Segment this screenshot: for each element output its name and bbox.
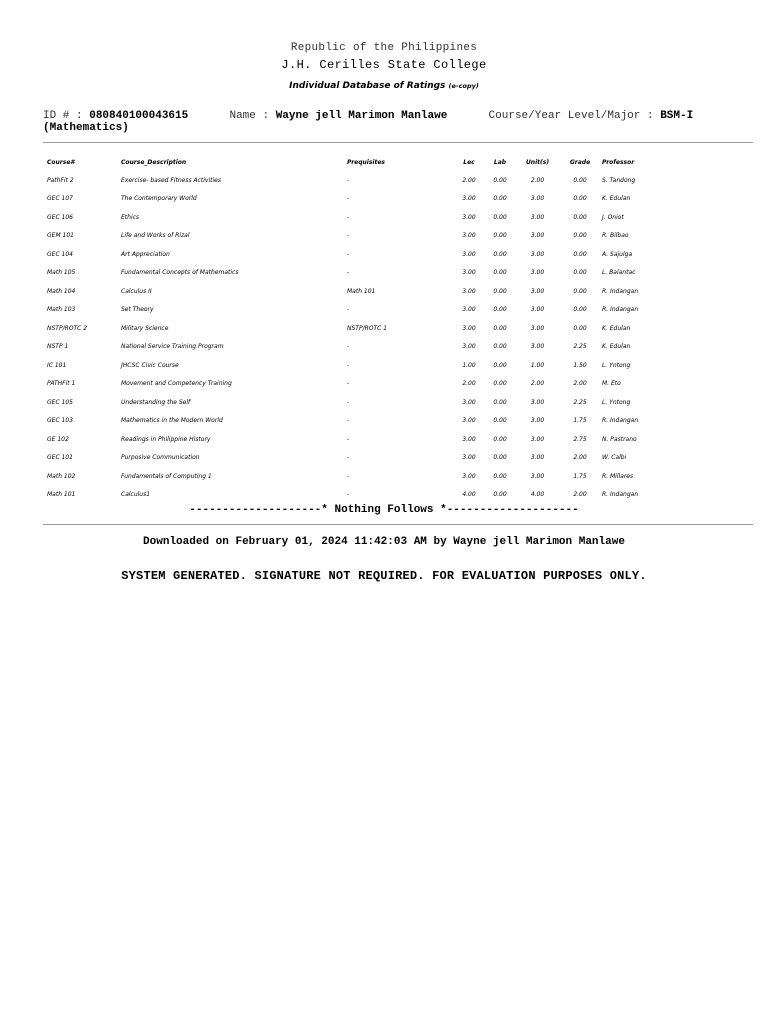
table-cell: Calculus II bbox=[121, 287, 152, 295]
column-header: Lab bbox=[493, 158, 507, 166]
table-cell: A. Sajulga bbox=[602, 250, 633, 258]
table-cell: - bbox=[347, 213, 350, 221]
table-cell: NSTP/ROTC 1 bbox=[347, 324, 388, 332]
table-cell: 3.00 bbox=[530, 287, 545, 295]
table-cell: - bbox=[347, 491, 350, 499]
table-cell: Movement and Competency Training bbox=[121, 380, 232, 388]
table-cell: 2.00 bbox=[530, 176, 545, 184]
table-cell: 3.00 bbox=[462, 306, 476, 314]
table-cell: 2.00 bbox=[462, 176, 476, 184]
table-cell: Math 101 bbox=[47, 491, 76, 499]
column-header: Professor bbox=[602, 158, 635, 166]
table-cell: 3.00 bbox=[530, 472, 545, 480]
table-cell: 3.00 bbox=[462, 454, 476, 462]
table-cell: 3.00 bbox=[462, 324, 476, 332]
table-cell: 1.00 bbox=[530, 361, 545, 369]
table-cell: 3.00 bbox=[462, 213, 476, 221]
table-cell: Art Appreciation bbox=[121, 250, 170, 258]
column-header: Course# bbox=[47, 158, 75, 166]
table-cell: 0.00 bbox=[493, 269, 507, 277]
table-cell: 3.00 bbox=[530, 417, 545, 425]
table-header-row bbox=[43, 153, 733, 171]
table-cell: PATHFit 1 bbox=[47, 380, 76, 388]
table-cell: - bbox=[347, 417, 350, 425]
id-label: ID # : bbox=[43, 110, 83, 122]
table-cell: Set Theory bbox=[121, 306, 154, 314]
table-cell: JHCSC Civic Course bbox=[121, 361, 179, 369]
table-cell: GEC 106 bbox=[47, 213, 73, 221]
table-cell: GEC 104 bbox=[47, 250, 73, 258]
table-cell: Calculus1 bbox=[121, 491, 151, 499]
table-cell: 0.00 bbox=[493, 361, 507, 369]
college-name: J.H. Cerilles State College bbox=[281, 58, 487, 72]
table-cell: 0.00 bbox=[573, 287, 587, 295]
table-cell: K. Edulan bbox=[602, 195, 631, 203]
table-cell: 0.00 bbox=[493, 380, 507, 388]
table-cell: R. Indangan bbox=[602, 306, 639, 314]
table-cell: R. Indangan bbox=[602, 287, 639, 295]
table-cell: K. Edulan bbox=[602, 343, 631, 351]
table-cell: 3.00 bbox=[530, 435, 545, 443]
table-row bbox=[43, 208, 733, 227]
table-cell: 1.75 bbox=[573, 417, 587, 425]
table-cell: L. Yntong bbox=[602, 398, 631, 406]
table-cell: 3.00 bbox=[462, 417, 476, 425]
table-cell: GEC 101 bbox=[47, 454, 73, 462]
table-cell: Understanding the Self bbox=[121, 398, 191, 406]
student-info bbox=[43, 110, 733, 134]
table-cell: Math 102 bbox=[47, 472, 76, 480]
table-cell: 1.00 bbox=[462, 361, 476, 369]
table-row bbox=[43, 486, 733, 505]
bottom-divider bbox=[43, 524, 753, 525]
table-cell: NSTP 1 bbox=[47, 343, 69, 351]
table-cell: R. Bilbao bbox=[602, 232, 629, 240]
table-row bbox=[43, 282, 733, 301]
table-cell: 0.00 bbox=[573, 195, 587, 203]
document-title bbox=[0, 81, 768, 91]
table-cell: 3.00 bbox=[530, 232, 545, 240]
table-cell: 1.50 bbox=[573, 361, 587, 369]
table-cell: GEM 101 bbox=[47, 232, 74, 240]
table-cell: - bbox=[347, 195, 350, 203]
table-cell: 2.00 bbox=[573, 491, 587, 499]
table-cell: 0.00 bbox=[493, 213, 507, 221]
table-row bbox=[43, 430, 733, 449]
table-cell: 2.25 bbox=[573, 398, 587, 406]
table-cell: Purposive Communication bbox=[121, 454, 200, 462]
table-cell: 0.00 bbox=[493, 287, 507, 295]
table-cell: 2.25 bbox=[573, 343, 587, 351]
table-cell: GE 102 bbox=[47, 435, 69, 443]
table-row bbox=[43, 449, 733, 468]
table-cell: Math 101 bbox=[347, 287, 376, 295]
table-cell: L. Yntong bbox=[602, 361, 631, 369]
table-cell: 0.00 bbox=[493, 232, 507, 240]
table-cell: W. Calbi bbox=[602, 454, 627, 462]
table-cell: GEC 103 bbox=[47, 417, 73, 425]
table-cell: 3.00 bbox=[530, 306, 545, 314]
table-cell: 2.00 bbox=[462, 380, 476, 388]
table-cell: 3.00 bbox=[530, 324, 545, 332]
table-cell: 3.00 bbox=[462, 195, 476, 203]
document-title-suffix: (e-copy) bbox=[448, 82, 479, 90]
table-cell: - bbox=[347, 361, 350, 369]
table-cell: R. Indangan bbox=[602, 417, 639, 425]
table-cell: 0.00 bbox=[493, 176, 507, 184]
table-cell: 2.00 bbox=[530, 380, 545, 388]
table-cell: 0.00 bbox=[573, 176, 587, 184]
table-cell: - bbox=[347, 454, 350, 462]
table-row bbox=[43, 467, 733, 486]
table-cell: 0.00 bbox=[493, 435, 507, 443]
table-cell: 2.75 bbox=[573, 435, 587, 443]
table-cell: - bbox=[347, 176, 350, 184]
table-cell: - bbox=[347, 306, 350, 314]
table-cell: 3.00 bbox=[530, 454, 545, 462]
table-cell: 3.00 bbox=[462, 435, 476, 443]
table-cell: Math 105 bbox=[47, 269, 76, 277]
table-cell: The Contemporary World bbox=[121, 195, 197, 203]
table-cell: 3.00 bbox=[530, 343, 545, 351]
table-cell: 0.00 bbox=[573, 232, 587, 240]
table-cell: 2.00 bbox=[573, 380, 587, 388]
table-cell: PathFit 2 bbox=[47, 176, 74, 184]
table-body bbox=[43, 171, 733, 504]
table-cell: - bbox=[347, 232, 350, 240]
table-row bbox=[43, 338, 733, 357]
column-header: Unit(s) bbox=[525, 158, 550, 166]
table-cell: 0.00 bbox=[493, 195, 507, 203]
top-divider bbox=[43, 142, 753, 143]
name-value: Wayne jell Marimon Manlawe bbox=[275, 110, 448, 122]
table-cell: IC 101 bbox=[47, 361, 67, 369]
table-cell: Military Science bbox=[121, 324, 169, 332]
table-cell: 3.00 bbox=[462, 398, 476, 406]
table-cell: 0.00 bbox=[573, 213, 587, 221]
table-row bbox=[43, 227, 733, 246]
table-cell: 3.00 bbox=[462, 343, 476, 351]
table-cell: 0.00 bbox=[493, 306, 507, 314]
table-cell: 0.00 bbox=[573, 269, 587, 277]
table-cell: NSTP/ROTC 2 bbox=[47, 324, 88, 332]
course-label: Course/Year Level/Major : bbox=[488, 110, 654, 122]
table-cell: K. Edulan bbox=[602, 324, 631, 332]
republic-heading: Republic of the Philippines bbox=[290, 42, 478, 54]
table-cell: Math 103 bbox=[47, 306, 76, 314]
table-cell: L. Balantac bbox=[602, 269, 636, 277]
id-value: 080840100043615 bbox=[89, 110, 189, 122]
column-header: Prequisites bbox=[347, 158, 386, 166]
table-cell: 0.00 bbox=[573, 306, 587, 314]
table-cell: 0.00 bbox=[573, 250, 587, 258]
table-cell: 1.75 bbox=[573, 472, 587, 480]
name-label: Name : bbox=[229, 110, 270, 122]
table-cell: 3.00 bbox=[530, 269, 545, 277]
table-cell: - bbox=[347, 343, 350, 351]
table-row bbox=[43, 356, 733, 375]
table-cell: 0.00 bbox=[573, 324, 587, 332]
table-cell: 0.00 bbox=[493, 472, 507, 480]
table-cell: GEC 105 bbox=[47, 398, 73, 406]
table-cell: 4.00 bbox=[530, 491, 545, 499]
table-cell: 0.00 bbox=[493, 398, 507, 406]
table-cell: 0.00 bbox=[493, 343, 507, 351]
ratings-table bbox=[43, 153, 733, 504]
table-cell: 3.00 bbox=[530, 213, 545, 221]
nothing-follows: --------------------* Nothing Follows *-------------------- bbox=[189, 504, 579, 516]
table-cell: Life and Works of Rizal bbox=[121, 232, 190, 240]
table-cell: R. Indangan bbox=[602, 491, 639, 499]
table-cell: - bbox=[347, 250, 350, 258]
table-cell: - bbox=[347, 380, 350, 388]
table-cell: Fundamental Concepts of Mathematics bbox=[121, 269, 239, 277]
table-row bbox=[43, 171, 733, 190]
table-row bbox=[43, 245, 733, 264]
table-cell: 0.00 bbox=[493, 324, 507, 332]
table-cell: 3.00 bbox=[462, 232, 476, 240]
table-cell: 2.00 bbox=[573, 454, 587, 462]
column-header: Grade bbox=[569, 158, 591, 166]
table-row bbox=[43, 375, 733, 394]
table-cell: R. Millares bbox=[602, 472, 634, 480]
table-row bbox=[43, 393, 733, 412]
table-cell: 3.00 bbox=[530, 250, 545, 258]
download-info: Downloaded on February 01, 2024 11:42:03 AM by Wayne jell Marimon Manlawe bbox=[143, 536, 625, 548]
table-cell: 0.00 bbox=[493, 491, 507, 499]
table-cell: 0.00 bbox=[493, 250, 507, 258]
table-cell: Mathematics in the Modern World bbox=[121, 417, 223, 425]
table-row bbox=[43, 264, 733, 283]
course-value: BSM-I bbox=[660, 110, 694, 122]
table-row bbox=[43, 301, 733, 320]
table-cell: 0.00 bbox=[493, 454, 507, 462]
system-note: SYSTEM GENERATED. SIGNATURE NOT REQUIRED. FOR EVALUATION PURPOSES ONLY. bbox=[121, 569, 647, 583]
major-value: (Mathematics) bbox=[43, 122, 129, 134]
table-cell: 3.00 bbox=[530, 398, 545, 406]
table-cell: J. Oniot bbox=[602, 213, 624, 221]
table-cell: 3.00 bbox=[462, 250, 476, 258]
table-row bbox=[43, 319, 733, 338]
table-cell: Readings in Philippine History bbox=[121, 435, 211, 443]
table-cell: 3.00 bbox=[530, 195, 545, 203]
table-cell: S. Tandong bbox=[602, 176, 636, 184]
document-title-text: Individual Database of Ratings bbox=[289, 81, 446, 91]
table-cell: - bbox=[347, 398, 350, 406]
table-row bbox=[43, 190, 733, 209]
column-header: Course_Description bbox=[121, 158, 187, 166]
table-cell: Exercise- based Fitness Activities bbox=[121, 176, 221, 184]
table-cell: 3.00 bbox=[462, 472, 476, 480]
table-cell: Fundamentals of Computing 1 bbox=[121, 472, 212, 480]
table-cell: Math 104 bbox=[47, 287, 76, 295]
table-cell: - bbox=[347, 269, 350, 277]
column-header: Lec bbox=[463, 158, 475, 166]
table-cell: 4.00 bbox=[462, 491, 476, 499]
table-cell: Ethics bbox=[121, 213, 140, 221]
table-cell: GEC 107 bbox=[47, 195, 73, 203]
table-cell: N. Pastrano bbox=[602, 435, 637, 443]
table-cell: - bbox=[347, 472, 350, 480]
table-row bbox=[43, 412, 733, 431]
table-cell: 0.00 bbox=[493, 417, 507, 425]
table-cell: National Service Training Program bbox=[121, 343, 224, 351]
table-cell: M. Eto bbox=[602, 380, 621, 388]
table-cell: - bbox=[347, 435, 350, 443]
table-cell: 3.00 bbox=[462, 287, 476, 295]
table-cell: 3.00 bbox=[462, 269, 476, 277]
